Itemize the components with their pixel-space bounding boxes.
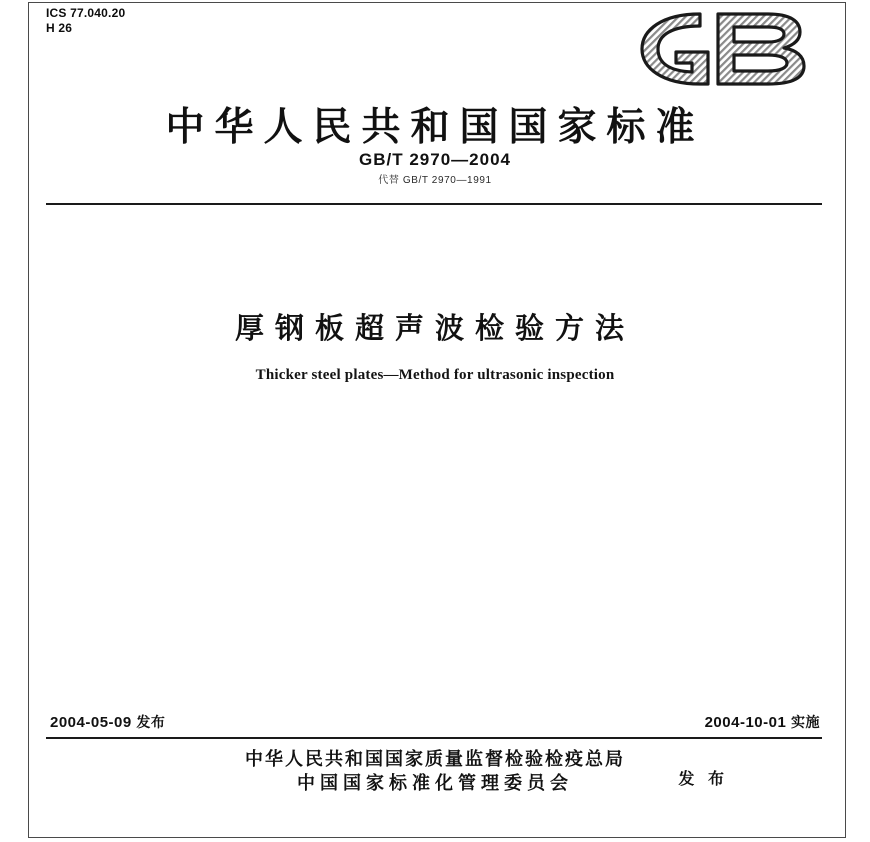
issue-date	[50, 712, 165, 732]
standard-number: GB/T 2970—2004	[359, 150, 511, 169]
publish-label: 发 布	[678, 769, 728, 788]
ics-code: ICS 77.040.20	[46, 6, 126, 20]
footer-divider	[46, 737, 822, 739]
ics-classification-block	[46, 6, 125, 36]
header-divider	[46, 203, 822, 205]
standard-replaces: 代替 GB/T 2970—1991	[378, 175, 492, 186]
issuer-line-2: 中国国家标准化管理委员会	[297, 773, 573, 794]
issue-date-label: 发布	[136, 715, 166, 731]
document-title-chinese: 厚钢板超声波检验方法	[234, 311, 635, 345]
effective-date	[705, 712, 820, 732]
document-title-english: Thicker steel plates—Method for ultrasonic inspection	[255, 367, 615, 383]
issue-date-value: 2004-05-09	[50, 714, 132, 731]
ccs-code: H 26	[46, 21, 73, 35]
effective-date-label: 实施	[791, 715, 820, 731]
gb-emblem-icon	[622, 8, 818, 90]
effective-date-value: 2004-10-01	[704, 714, 787, 731]
national-standard-heading: 中华人民共和国国家标准	[165, 105, 705, 150]
issuer-line-1: 中华人民共和国国家质量监督检验检疫总局	[245, 749, 625, 770]
